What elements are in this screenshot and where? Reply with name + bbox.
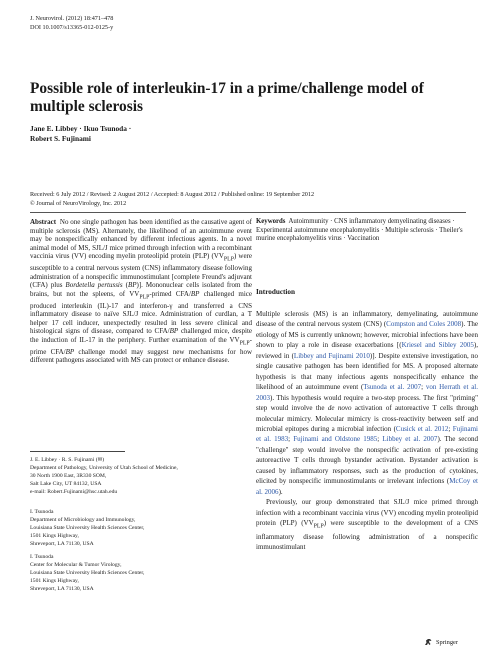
authors-line-2: Robert S. Fujinami (30, 134, 91, 143)
introduction-body (256, 309, 478, 553)
email-link[interactable]: e-mail: Robert.Fujinami@hsc.utah.edu (30, 489, 118, 495)
section-heading-introduction: Introduction (256, 288, 296, 296)
keywords-list: Autoimmunity · CNS inflammatory demyelinating diseases · Experimental autoimmune encephalomyelitis · Multiple sclerosis · Theiler's murine encephalomyelitis virus · Vaccination (256, 218, 463, 243)
affiliation-line: 1501 Kings Highway, (30, 578, 79, 584)
abstract: Abstract No one single pathogen has been identified as the causative agent of multiple sclerosis (MS). Alternately, the likelihood of an autoimmune event may be nonspecifically enhanced by different infectious agents. In a novel animal model of MS, SJL/J mice primed through infection with a recombinant vaccinia virus (VV) encoding myelin proteolipid protein (PLP) $(VV_{PLP})$ were susceptible to a central nervous system (CNS) inflammatory disease following administration of a nonspecific immunostimulant [complete Freund's adjuvant (CFA) plus Bordetella pertussis (BP)]. Mononuclear cells isolated from the brains, but not the spleens, of $VV_{PLP}$-primed CFA/BP challenged mice produced interleukin (IL)-17 and interferon-γ and transferred a CNS inflammatory disease to naïve SJL/J mice. Administration of curdlan, a T helper 17 cell inducer, unexpectedly resulted in less severe clinical and histological signs of disease, compared to CFA/BP challenged mice, despite the induction of IL-17 in the periphery. Further examination of the $VV_{PLP}$-prime CFA/BP challenge model may suggest new mechanisms for how different pathogens associated with MS can protect or enhance disease. (30, 218, 253, 365)
publication-dates (30, 191, 470, 209)
history-dates: Received: 6 July 2012 / Revised: 2 August 2012 / Accepted: 8 August 2012 / Published online: 19 September 2012 (30, 191, 315, 198)
copyright: © Journal of NeuroVirology, Inc. 2012 (30, 199, 127, 207)
citation-link[interactable]: Tsunoda et al. 2007 (363, 383, 422, 392)
affiliation-line: Shreveport, LA 71130, USA (30, 586, 94, 592)
citation-link[interactable]: von Herrath et al. 2003 (256, 383, 478, 402)
footnote-divider (30, 451, 125, 452)
keywords (256, 218, 478, 244)
citation-link[interactable]: Fujinami and Oldstone 1985 (293, 435, 378, 444)
citation-link[interactable]: Libbey et al. 2007 (382, 435, 438, 444)
citation-link[interactable]: Compston and Coles 2008 (386, 320, 462, 329)
intro-paragraph-2: Previously, our group demonstrated that SJL/J mice primed through infection with a recombinant vaccinia virus (VV) encoding myelin proteolipid protein (PLP) $(VV_{PLP})$ were susceptible to the development of a CNS inflammatory disease following administration of a nonspecific immunostimulant (256, 498, 478, 552)
affiliation-line: I. Tsunoda (30, 554, 54, 560)
journal-header (30, 15, 113, 32)
affiliation-line: Louisiana State University Health Sciences Center, (30, 570, 145, 576)
citation-link[interactable]: Cusick et al. 2012 (395, 424, 449, 433)
affiliation-lsu-microbiology (30, 508, 254, 548)
affiliation-line: Louisiana State University Health Sciences Center, (30, 525, 145, 531)
abstract-label: Abstract (30, 218, 57, 226)
horse-icon (424, 638, 433, 646)
affiliation-line: Center for Molecular & Tumor Virology, (30, 562, 122, 568)
affiliation-lsu-virology (30, 553, 254, 593)
citation-link[interactable]: McCoy et al. 2006 (256, 477, 478, 496)
right-column (256, 218, 478, 244)
affiliation-line: Department of Pathology, University of Utah School of Medicine, (30, 465, 178, 471)
citation-link[interactable]: Fujinami et al. 1983 (256, 424, 478, 444)
affiliation-line: 1501 Kings Highway, (30, 533, 79, 539)
affiliation-line: I. Tsunoda (30, 509, 54, 515)
left-column (30, 218, 252, 365)
affiliation-line: 30 North 1900 East, 3R330 SOM, (30, 473, 107, 479)
publisher-mark (424, 638, 458, 646)
affiliation-utah (30, 456, 254, 496)
authors-line-1: Jane E. Libbey · Ikuo Tsunoda · (30, 124, 132, 133)
intro-paragraph-1: Multiple sclerosis (MS) is an inflammatory, demyelinating, autoimmune disease of the central nervous system (CNS) (Compston and Coles 2008). The etiology of MS is currently unknown; however, microbial infections have been shown to play a role in disease exacerbations [(Kriesel and Sibley 2005), reviewed in (Libbey and Fujinami 2010)]. Despite extensive investigation, no single causative pathogen has been identified for MS. A proposed alternate hypothesis is that many infectious agents nonspecifically enhance the likelihood of an autoimmune event (Tsunoda et al. 2007; von Herrath et al. 2003). This hypothesis would require a two-step process. The first "priming" step would involve the de novo activation of autoreactive T cells through molecular mimicry. Molecular mimicry is cross-reactivity between self and microbial epitopes during a microbial infection (Cusick et al. 2012; Fujinami et al. 1983; Fujinami and Oldstone 1985; Libbey et al. 2007). The second "challenge" step would involve the nonspecific activation of pre-existing autoreactive T cells through bystander activation. Bystander activation is caused by inflammatory responses, such as the production of cytokines, elicited by nonspecific immunostimulants or irrelevant infections (McCoy et al. 2006). (256, 310, 479, 496)
affiliation-line: J. E. Libbey · R. S. Fujinami (✉) (30, 457, 105, 463)
doi: DOI 10.1007/s13365-012-0125-y (30, 23, 114, 31)
citation-link[interactable]: Kriesel and Sibley 2005 (401, 341, 474, 350)
keywords-label: Keywords (256, 218, 286, 225)
header-divider (30, 212, 466, 213)
article-title: Possible role of interleukin-17 in a prime/challenge model of multiple sclerosis (30, 80, 424, 115)
affiliation-line: Shreveport, LA 71130, USA (30, 541, 94, 547)
journal-citation: J. Neurovirol. (2012) 18:471–478 (30, 15, 114, 22)
affiliation-line: Salt Lake City, UT 84132, USA (30, 481, 102, 487)
citation-link[interactable]: Libbey and Fujinami 2010 (293, 351, 370, 360)
affiliation-line: Department of Microbiology and Immunology, (30, 517, 136, 523)
publisher-name: Springer (436, 638, 459, 646)
author-list (30, 124, 131, 144)
